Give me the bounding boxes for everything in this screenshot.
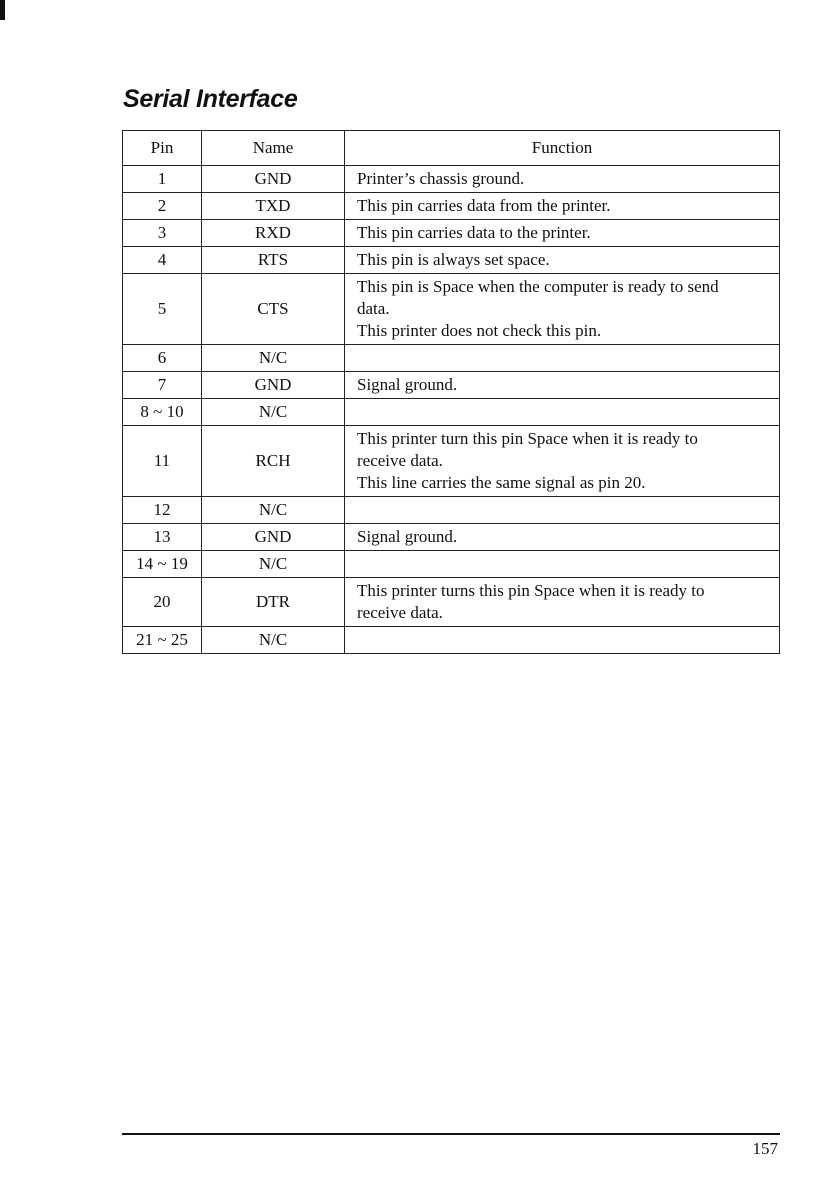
function-cell bbox=[345, 372, 780, 399]
function-line: This pin carries data from the printer. bbox=[357, 196, 611, 215]
table-row bbox=[123, 372, 780, 399]
function-cell bbox=[345, 345, 780, 372]
table-row bbox=[123, 345, 780, 372]
pin-cell: 13 bbox=[123, 524, 202, 551]
table-row bbox=[123, 166, 780, 193]
signal-name-cell: N/C bbox=[202, 345, 345, 372]
function-cell bbox=[345, 247, 780, 274]
table-body bbox=[123, 166, 780, 654]
function-line: data. bbox=[357, 299, 390, 318]
signal-name-cell: N/C bbox=[202, 551, 345, 578]
table-row bbox=[123, 193, 780, 220]
footer-rule bbox=[122, 1133, 780, 1135]
function-line: This line carries the same signal as pin 20. bbox=[357, 473, 646, 492]
table-row bbox=[123, 399, 780, 426]
section-title: Serial Interface bbox=[123, 85, 298, 113]
pin-cell: 1 bbox=[123, 166, 202, 193]
function-line: Signal ground. bbox=[357, 527, 458, 546]
signal-name-cell: TXD bbox=[202, 193, 345, 220]
function-line: Signal ground. bbox=[357, 375, 458, 394]
function-cell bbox=[345, 399, 780, 426]
page-number: 157 bbox=[752, 1139, 778, 1158]
table-row bbox=[123, 578, 780, 627]
function-line: receive data. bbox=[357, 603, 443, 622]
table-row bbox=[123, 497, 780, 524]
margin-mark bbox=[0, 0, 5, 20]
function-line: This printer turn this pin Space when it is ready to bbox=[357, 429, 698, 448]
table-row bbox=[123, 524, 780, 551]
function-cell bbox=[345, 524, 780, 551]
signal-name-cell: N/C bbox=[202, 399, 345, 426]
header-name: Name bbox=[202, 131, 345, 166]
function-line: This printer does not check this pin. bbox=[357, 321, 602, 340]
pin-cell: 5 bbox=[123, 274, 202, 345]
signal-name-cell: RXD bbox=[202, 220, 345, 247]
function-cell bbox=[345, 551, 780, 578]
pin-cell: 8 ~ 10 bbox=[123, 399, 202, 426]
signal-name-cell: RCH bbox=[202, 426, 345, 497]
function-cell bbox=[345, 193, 780, 220]
table-row bbox=[123, 627, 780, 654]
table-header-row bbox=[123, 131, 780, 166]
serial-pin-table bbox=[122, 130, 780, 654]
function-line: This pin is Space when the computer is ready to send bbox=[357, 277, 719, 296]
function-line: This pin is always set space. bbox=[357, 250, 550, 269]
pin-cell: 3 bbox=[123, 220, 202, 247]
pin-cell: 14 ~ 19 bbox=[123, 551, 202, 578]
table-row bbox=[123, 426, 780, 497]
signal-name-cell: GND bbox=[202, 166, 345, 193]
signal-name-cell: CTS bbox=[202, 274, 345, 345]
pin-cell: 20 bbox=[123, 578, 202, 627]
function-line: This pin carries data to the printer. bbox=[357, 223, 591, 242]
pin-cell: 11 bbox=[123, 426, 202, 497]
function-cell bbox=[345, 497, 780, 524]
function-cell bbox=[345, 426, 780, 497]
table-row bbox=[123, 247, 780, 274]
pin-cell: 4 bbox=[123, 247, 202, 274]
signal-name-cell: DTR bbox=[202, 578, 345, 627]
function-line: This printer turns this pin Space when it is ready to bbox=[357, 581, 705, 600]
header-pin: Pin bbox=[123, 131, 202, 166]
pin-cell: 7 bbox=[123, 372, 202, 399]
pin-cell: 6 bbox=[123, 345, 202, 372]
function-line: Printer’s chassis ground. bbox=[357, 169, 525, 188]
signal-name-cell: N/C bbox=[202, 497, 345, 524]
signal-name-cell: N/C bbox=[202, 627, 345, 654]
signal-name-cell: RTS bbox=[202, 247, 345, 274]
function-cell bbox=[345, 274, 780, 345]
pin-cell: 12 bbox=[123, 497, 202, 524]
pin-cell: 21 ~ 25 bbox=[123, 627, 202, 654]
function-cell bbox=[345, 578, 780, 627]
pin-cell: 2 bbox=[123, 193, 202, 220]
signal-name-cell: GND bbox=[202, 524, 345, 551]
header-function: Function bbox=[345, 131, 780, 166]
table-row bbox=[123, 220, 780, 247]
function-cell bbox=[345, 220, 780, 247]
table-row bbox=[123, 551, 780, 578]
function-line: receive data. bbox=[357, 451, 443, 470]
table-row bbox=[123, 274, 780, 345]
function-cell bbox=[345, 166, 780, 193]
signal-name-cell: GND bbox=[202, 372, 345, 399]
function-cell bbox=[345, 627, 780, 654]
